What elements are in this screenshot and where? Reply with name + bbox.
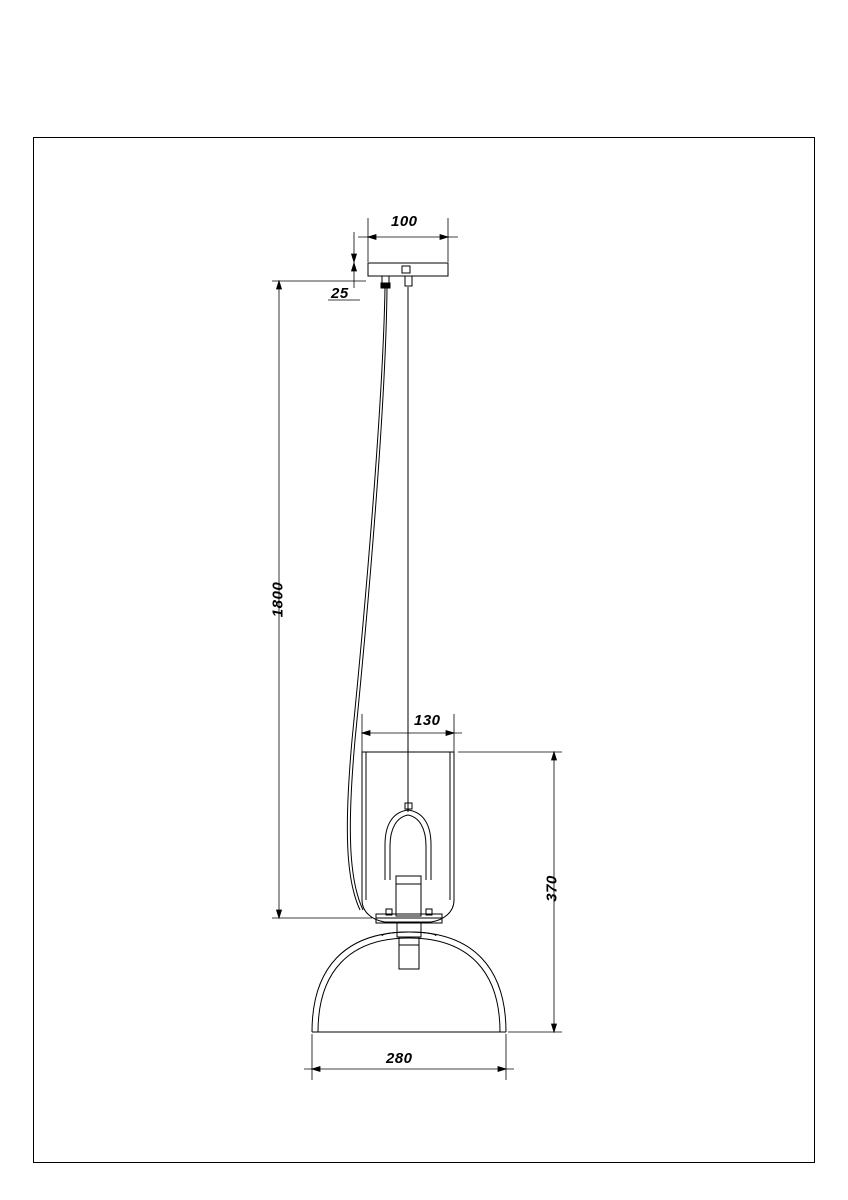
socket-collar bbox=[376, 909, 442, 969]
dim-suspension-length bbox=[269, 281, 372, 918]
dim-label-glass-shade-width: 130 bbox=[414, 712, 441, 729]
dome-shade bbox=[312, 932, 506, 1032]
dim-label-suspension-length: 1800 bbox=[269, 581, 287, 618]
dim-glass-shade-width bbox=[362, 714, 462, 752]
dim-label-shade-diameter: 280 bbox=[386, 1050, 413, 1067]
light-bulb bbox=[385, 803, 431, 916]
ceiling-canopy bbox=[368, 263, 448, 288]
power-cable bbox=[347, 288, 387, 910]
dim-label-canopy-height: 25 bbox=[331, 285, 349, 302]
dim-label-fixture-height: 370 bbox=[543, 875, 561, 902]
dim-label-canopy-width: 100 bbox=[391, 213, 418, 230]
